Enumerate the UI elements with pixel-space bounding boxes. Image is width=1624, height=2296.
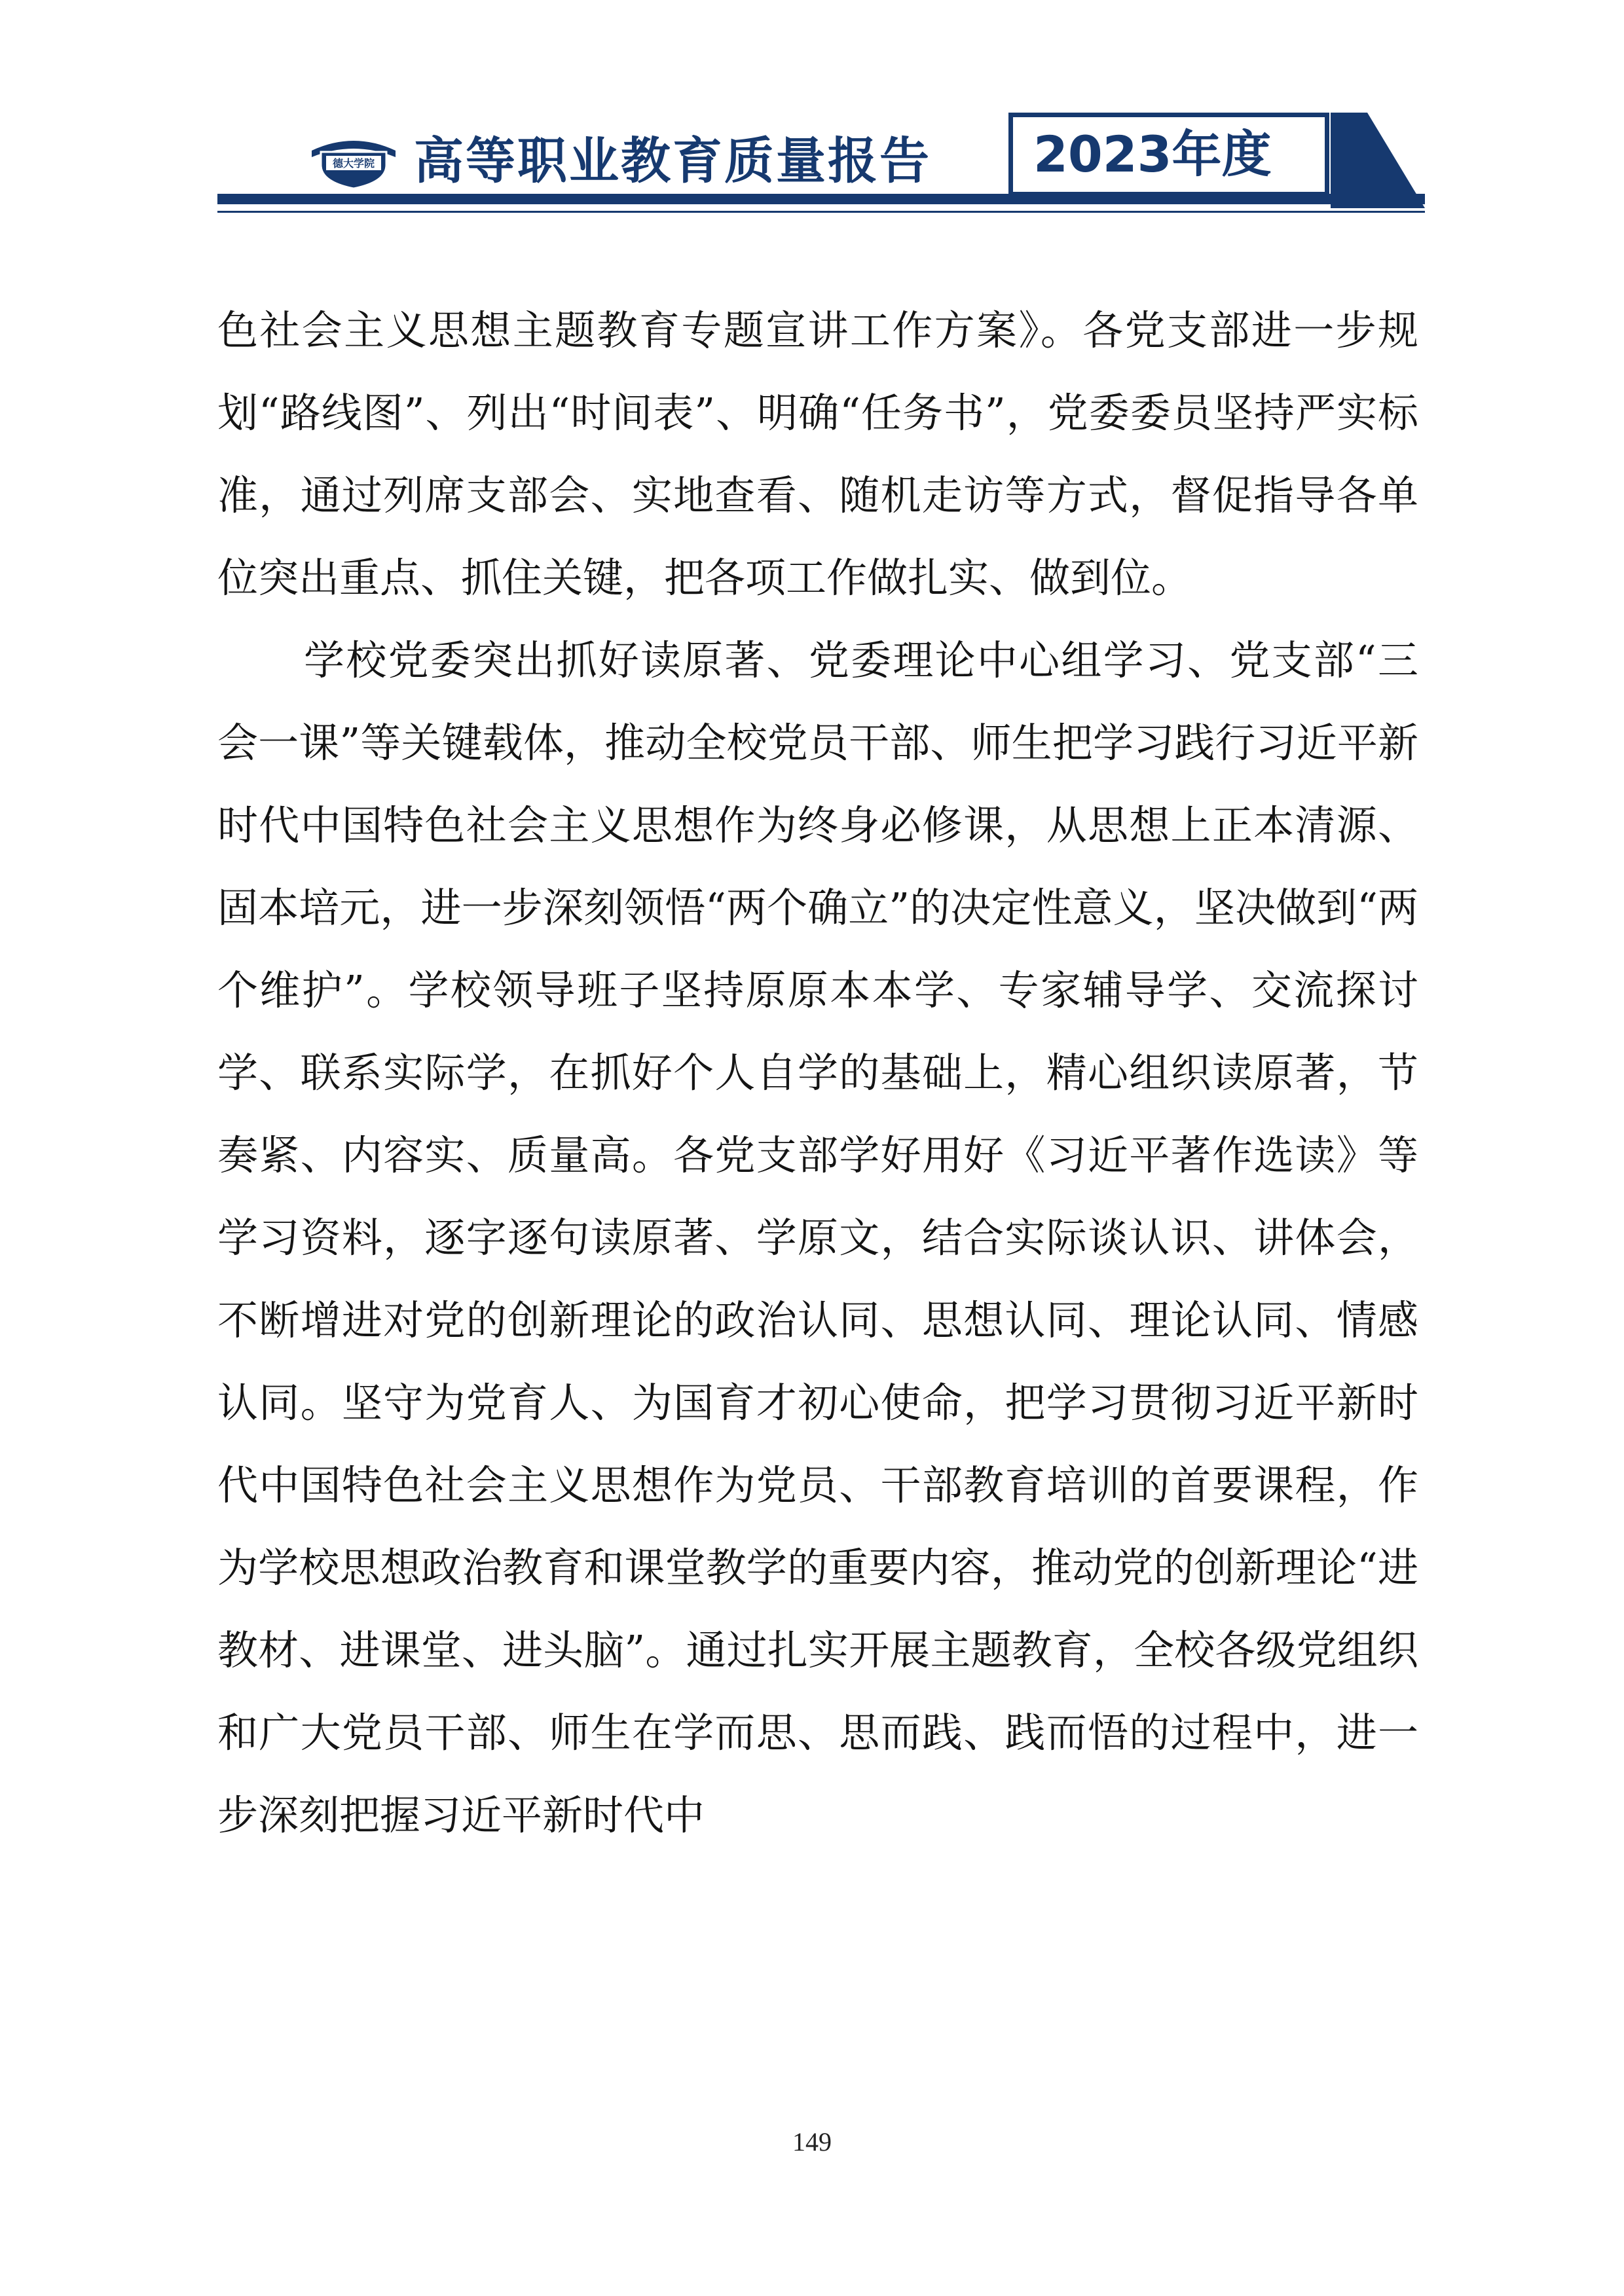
report-year: 2023年度 <box>1033 125 1272 183</box>
school-logo-icon <box>308 131 399 190</box>
paragraph-1: 色社会主义思想主题教育专题宣讲工作方案》。各党支部进一步规划“路线图”、列出“时间表”、明确“任务书”，党委委员坚持严实标准，通过列席支部会、实地查看、随机走访等方式，督促指导各单位突出重点、抓住关键，把各项工作做扎实、做到位。 <box>217 306 1418 602</box>
paragraph-2: 学校党委突出抓好读原著、党委理论中心组学习、党支部“三会一课”等关键载体，推动全校党员干部、师生把学习践行习近平新时代中国特色社会主义思想作为终身必修课，从思想上正本清源、固本培元，进一步深刻领悟“两个确立”的决定性意义，坚决做到“两个维护”。学校领导班子坚持原原本本学、专家辅导学、交流探讨学、联系实际学，在抓好个人自学的基础上，精心组织读原著，节奏紧、内容实、质量高。各党支部学好用好《习近平著作选读》等学习资料，逐字逐句读原著、学原文，结合实际谈认识、讲体会，不断增进对党的创新理论的政治认同、思想认同、理论认同、情感认同。坚守为党育人、为国育才初心使命，把学习贯彻习近平新时代中国特色社会主义思想作为党员、干部教育培训的首要课程，作为学校思想政治教育和课堂教学的重要内容，推动党的创新理论“进教材、进课堂、进头脑”。通过扎实开展主题教育，全校各级党组织和广大党员干部、师生在学而思、思而践、践而悟的过程中，进一步深刻把握习近平新时代中 <box>217 636 1418 1839</box>
header-rule-thin <box>217 211 1425 213</box>
svg-text:德大学院: 德大学院 <box>332 157 375 170</box>
body-text <box>217 289 1418 1857</box>
report-title: 高等职业教育质量报告 <box>414 132 931 190</box>
page-number: 149 <box>792 2127 832 2157</box>
page-header <box>0 0 1624 223</box>
